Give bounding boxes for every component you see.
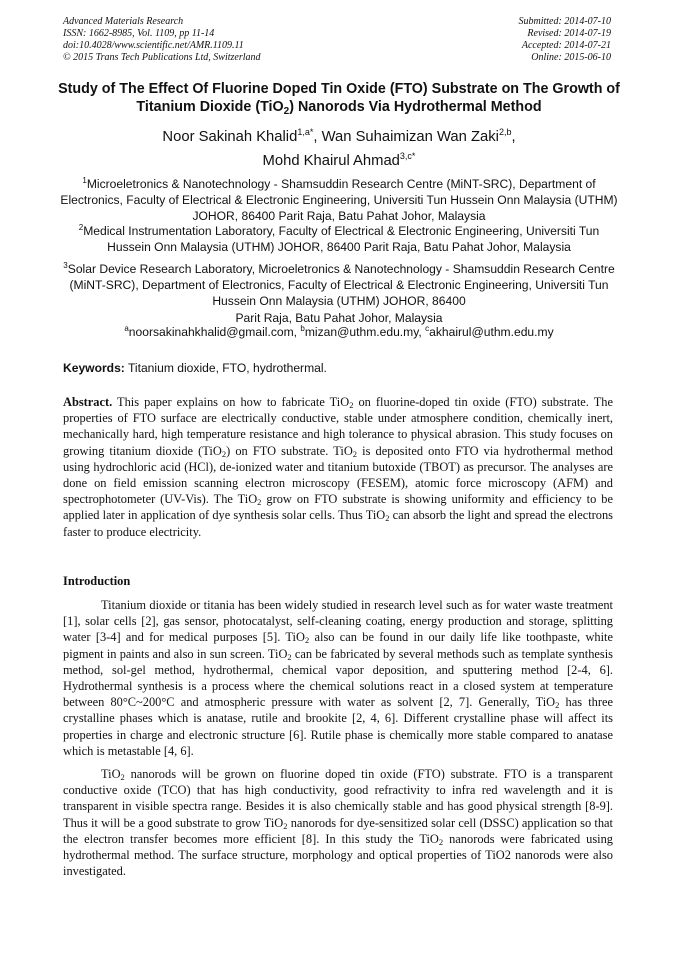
- affiliation-text: Solar Device Research Laboratory, Microeletronics & Nanotechnology - Shamsuddin Research Centre (MiNT-SRC), Department of Electronics, Faculty of Electrical & Electronic Engineering, Universiti Tun Hussein Onn Malaysia (UTHM) JOHOR, 86400: [67, 262, 615, 309]
- paragraph-text: nanorods were fabricated using hydrothermal method. The surface structure, morphology and optical properties of TiO2 nanorods were also investigated.: [63, 831, 614, 879]
- subscript: 2: [287, 651, 292, 662]
- abstract-text: ) on FTO substrate. TiO: [226, 443, 353, 458]
- email-mark: b: [300, 324, 305, 333]
- author-affiliation-mark: 1,a*: [297, 127, 314, 137]
- author-name: Noor Sakinah Khalid: [162, 129, 298, 145]
- subscript: 2: [120, 772, 125, 782]
- paragraph-text: also can be found in our daily life like toothpaste, white pigment in paints and also in sun screen. TiO: [63, 630, 613, 661]
- revised-date: Revised: 2014-07-19: [527, 28, 611, 39]
- paragraph-text: has three crystalline phases which is anatase, rutile and brookite [2, 4, 6]. Different crystalline phase will affect its properties in charge and electronic structure [6]. Rutile phase is chemically more stable compared to anatase which is metastable [4, 6].: [63, 695, 613, 758]
- subscript: 2: [257, 497, 262, 508]
- title-subscript: 2: [283, 106, 290, 117]
- affiliation-text: Microeletronics & Nanotechnology - Shamsuddin Research Centre (MiNT-SRC), Department of Electronics, Faculty of Electrical & Electronic Engineering, Universiti Tun Hussein Onn Malaysia (UTHM) JOHOR, 86400 Parit Raja, Batu Pahat Johor, Malaysia: [60, 177, 618, 224]
- subscript: 2: [555, 700, 560, 711]
- affiliation-text: Parit Raja, Batu Pahat Johor, Malaysia: [235, 310, 443, 325]
- paragraph-text: nanorods for dye-sensitized solar cell (DSSC) application so that the electron transfer becomes more efficient [8]. In this study the TiO: [63, 815, 613, 846]
- author-affiliation-mark: 3,c*: [399, 151, 416, 161]
- paragraph-text: TiO: [101, 767, 121, 781]
- journal-copyright: © 2015 Trans Tech Publications Ltd, Switzerland: [63, 52, 261, 63]
- abstract-text: is deposited onto FTO via hydrothermal method using hydrochloric acid (HCl), de-ionized water and titanium butoxide (TBOT) as precursor. The analyses are done on field emission scanning electron microscopy (FESEM), atomic force microscopy (AFM) and spectrophotometer (UV-Vis). The TiO: [63, 443, 613, 507]
- journal-issn: ISSN: 1662-8985, Vol. 1109, pp 11-14: [63, 28, 215, 39]
- affiliation-number: 3: [63, 261, 68, 270]
- section-heading: Introduction: [63, 574, 131, 588]
- journal-header-right: [519, 16, 612, 64]
- keywords-text: Titanium dioxide, FTO, hydrothermal.: [124, 361, 327, 375]
- author-affiliation-mark: 2,b: [498, 127, 512, 137]
- keywords-label: Keywords:: [63, 361, 125, 375]
- email-address[interactable]: akhairul@uthm.edu.my: [429, 325, 554, 339]
- email-mark: a: [124, 324, 129, 333]
- affiliation-number: 2: [78, 223, 84, 232]
- accepted-date: Accepted: 2014-07-21: [521, 40, 611, 51]
- subscript: 2: [438, 836, 444, 847]
- submitted-date: Submitted: 2014-07-10: [518, 16, 611, 27]
- journal-doi: doi:10.4028/www.scientific.net/AMR.1109.11: [63, 40, 244, 51]
- paragraph-text: nanorods will be grown on fluorine doped tin oxide (FTO) substrate. FTO is a transparent conductive oxide (TCO) that has high conductivity, good refractivity to infra red wavelength and it is transparent in visible spectra range. Besides it is also chemically stable and has good physical strength [8-9]. Thus it will be a good substrate to grow TiO: [63, 767, 613, 830]
- abstract: [63, 394, 613, 540]
- author-emails: [58, 324, 620, 340]
- title-part: Study of The Effect Of Fluorine Doped Tin Oxide (FTO) Substrate on The Growth of Titanium Dioxide (TiO: [58, 81, 620, 115]
- email-mark: c: [425, 324, 430, 333]
- affiliation: [58, 223, 620, 255]
- subscript: 2: [221, 448, 227, 459]
- author-name: Mohd Khairul Ahmad: [262, 153, 400, 169]
- abstract-text: grow on FTO substrate is showing uniformity and efficiency to be applied later in application of dye synthesis solar cells. Thus TiO: [63, 492, 613, 523]
- body-paragraph: [63, 766, 613, 879]
- affiliation-number: 1: [82, 176, 87, 185]
- subscript: 2: [349, 400, 354, 410]
- author-list: [40, 125, 638, 173]
- abstract-text: on fluorine-doped tin oxide (FTO) substrate. The properties of FTO surface are electrically conductive, stable under atmosphere condition, chemically inert, mechanically hard, high temperature resistance and high tolerance to physical abrasion. This study focuses on growing titanium dioxide (TiO: [63, 395, 613, 458]
- email-address[interactable]: noorsakinahkhalid@gmail.com,: [128, 325, 301, 339]
- affiliation-text: Medical Instrumentation Laboratory, Faculty of Electrical & Electronic Engineering, Universiti Tun Hussein Onn Malaysia (UTHM) JOHOR, 86400 Parit Raja, Batu Pahat Johor, Malaysia: [83, 224, 600, 255]
- online-date: Online: 2015-06-10: [531, 52, 611, 63]
- journal-name: Advanced Materials Research: [63, 16, 184, 27]
- abstract-label: Abstract.: [63, 395, 113, 409]
- paragraph-text: can be fabricated by several methods such as template synthesis method, sol-gel method, hydrothermal, chemical vapor deposition, and sputtering method [2-4, 6]. Hydrothermal synthesis is a process where the chemical solutions react in a closed system at temperature between 80°C~200°C and atmospheric pressure with water as solvent [2, 7]. Generally, TiO: [63, 646, 613, 710]
- paper-title: [56, 80, 622, 116]
- author-separator: ,: [313, 129, 322, 145]
- subscript: 2: [283, 820, 288, 831]
- title-part: ) Nanorods Via Hydrothermal Method: [289, 99, 542, 115]
- abstract-text: This paper explains on how to fabricate TiO: [112, 395, 350, 409]
- paragraph-text: Titanium dioxide or titania has been widely studied in research level such as for water waste treatment [1], solar cells [2], gas sensor, photocatalyst, self-cleaning coating, energy production and storage, splitting water [3-4] and for medical purposes [5]. TiO: [63, 598, 613, 645]
- subscript: 2: [385, 513, 390, 524]
- subscript: 2: [304, 635, 310, 646]
- author-name: Wan Suhaimizan Wan Zaki: [321, 129, 499, 145]
- subscript: 2: [352, 448, 358, 459]
- affiliation: [58, 261, 620, 326]
- author-separator: ,: [511, 129, 516, 145]
- affiliation: [58, 176, 620, 225]
- body-paragraph: [63, 597, 613, 759]
- email-address[interactable]: mizan@uthm.edu.my,: [304, 325, 426, 339]
- journal-header-left: [63, 16, 261, 64]
- abstract-text: can absorb the light and spread the electrons faster to produce electricity.: [63, 508, 613, 539]
- keywords: [63, 360, 613, 376]
